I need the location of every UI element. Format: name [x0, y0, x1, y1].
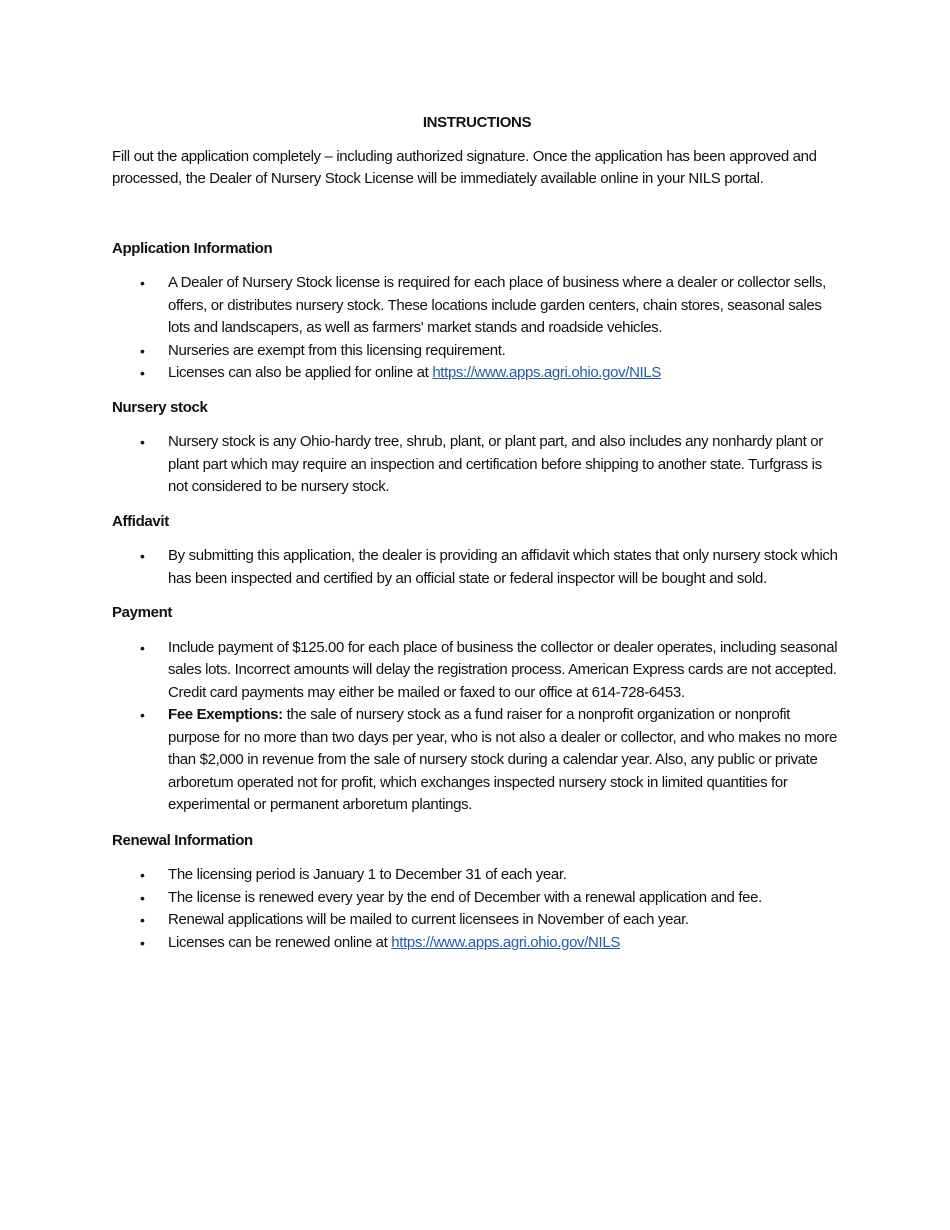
heading-affidavit: Affidavit [112, 512, 169, 530]
list-item: • A Dealer of Nursery Stock license is required for each place of business where a dealer or collector sells, offers, or distributes nursery stock. These locations include garden centers, chain stores, seasonal sales lots and landscapers, as well as farmers' market stands and roadside vehicles. [140, 274, 826, 336]
bullet-icon: • [140, 365, 145, 381]
bullet-icon: • [140, 934, 145, 951]
bullet-icon: • [140, 639, 145, 656]
list-item: • Nursery stock is any Ohio-hardy tree, shrub, plant, or plant part, and also includes any nonhardy plant or plant part which may require an inspection and certification before shipping to another state. Turfgrass is not considered to be nursery stock. [140, 433, 823, 495]
bullet-icon: • [140, 889, 145, 906]
renewal-information-list [112, 864, 842, 954]
bullet-icon: • [140, 867, 145, 883]
intro-paragraph: Fill out the application completely – including authorized signature. Once the application has been approved and processed, the Dealer of Nursery Stock License will be immediately available online in your NILS portal. [112, 147, 817, 187]
bullet-icon: • [140, 342, 145, 359]
list-item: • Nurseries are exempt from this licensing requirement. [112, 340, 842, 363]
nursery-stock-list [112, 431, 842, 499]
heading-renewal-information: Renewal Information [112, 831, 253, 849]
heading-payment: Payment [112, 604, 173, 621]
document-page [112, 112, 842, 954]
list-item: • The licensing period is January 1 to December 31 of each year. [112, 864, 842, 887]
fee-exemptions-label: Fee Exemptions: [168, 706, 283, 723]
list-item: • The license is renewed every year by the end of December with a renewal application and fee. [112, 887, 842, 910]
nils-apply-link[interactable]: https://www.apps.agri.ohio.gov/NILS [432, 364, 662, 381]
affidavit-list [112, 545, 842, 590]
bullet-icon: • [140, 707, 145, 723]
page-title: INSTRUCTIONS [422, 114, 532, 131]
list-item: • Licenses can also be applied for online at https://www.apps.agri.ohio.gov/NILS [112, 362, 842, 385]
nils-renew-link[interactable]: https://www.apps.agri.ohio.gov/NILS [391, 933, 620, 951]
list-item: • Renewal applications will be mailed to current licensees in November of each year. [112, 909, 842, 932]
bullet-icon: • [140, 548, 145, 564]
heading-application-information: Application Information [112, 239, 273, 257]
list-item: • Include payment of $125.00 for each place of business the collector or dealer operates, including seasonal sales lots. Incorrect amounts will delay the registration process. American Express cards are not accepted. Credit card payments may either be mailed or faxed to our office at 614-728-6453. [140, 638, 838, 701]
bullet-icon: • [140, 912, 145, 928]
payment-list [112, 637, 842, 817]
list-item: • Licenses can be renewed online at https://www.apps.agri.ohio.gov/NILS [112, 932, 842, 955]
heading-nursery-stock: Nursery stock [112, 398, 208, 416]
bullet-icon: • [140, 434, 145, 450]
bullet-icon: • [140, 275, 145, 291]
application-information-list [112, 272, 842, 385]
list-item: • Fee Exemptions: the sale of nursery stock as a fund raiser for a nonprofit organization or nonprofit purpose for no more than two days per year, who is not also a dealer or collector, and who makes no more than $2,000 in revenue from the sale of nursery stock during a calendar year. Also, any public or private arboretum operated not for profit, which exchanges inspected nursery stock in limited quantities for experimental or permanent arboretum plantings. [140, 706, 837, 813]
list-item: • By submitting this application, the dealer is providing an affidavit which states that only nursery stock which has been inspected and certified by an official state or federal inspector will be bought and sold. [140, 547, 838, 587]
